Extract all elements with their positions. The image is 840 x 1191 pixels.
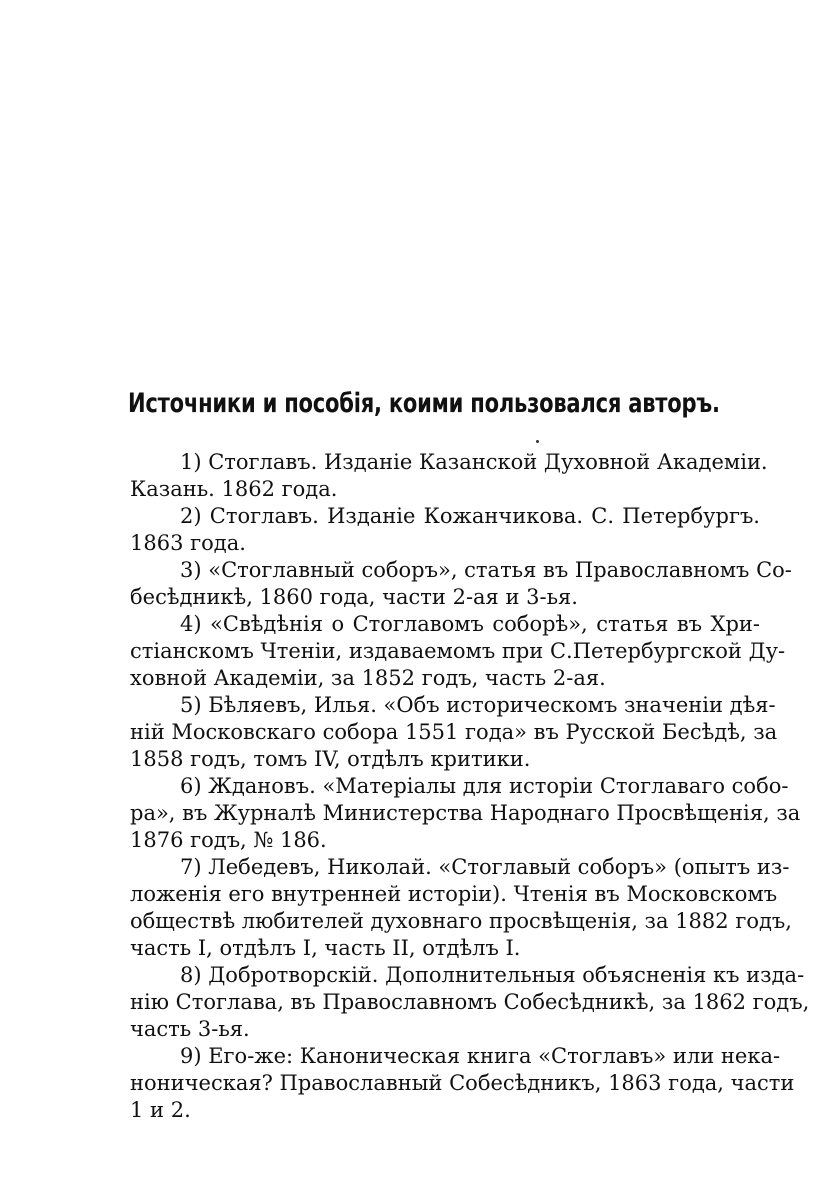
entry-line: часть I, отдѣлъ I, часть II, отдѣлъ I.	[130, 936, 521, 960]
ink-speck	[536, 440, 539, 443]
entry-line: обществѣ любителей духовнаго просвѣщенія, за 1882 годъ,	[130, 909, 792, 933]
entry-line: 1863 года.	[130, 531, 246, 555]
entry-line: ховной Академіи, за 1852 годъ, часть 2-ая.	[130, 666, 606, 690]
page-title: Источники и пособія, коими пользовался авторъ.	[128, 388, 720, 419]
entry-line: бесѣдникѣ, 1860 года, части 2-ая и 3-ья.	[130, 585, 578, 609]
list-item	[130, 1043, 795, 1124]
list-item	[130, 611, 786, 692]
entry-line: ложенія его внутренней исторіи). Чтенія въ Московскомъ	[130, 882, 778, 906]
list-item	[130, 449, 768, 503]
entry-line: 1 и 2.	[130, 1098, 191, 1122]
source-list	[130, 449, 810, 1124]
entry-line: 5) Бѣляевъ, Илья. «Объ историческомъ значеніи дѣя-	[180, 693, 776, 717]
entry-line: ній Московскаго собора 1551 года» въ Русской Бесѣдѣ, за	[130, 720, 778, 744]
entry-line: 8) Добротворскій. Дополнительныя объясненія къ изда-	[180, 963, 805, 987]
list-item	[130, 854, 792, 962]
entry-line: 1) Стоглавъ. Изданіе Казанской Духовной Академіи.	[180, 450, 768, 474]
entry-line: 1858 годъ, томъ IV, отдѣлъ критики.	[130, 747, 531, 771]
entry-line: ноническая? Православный Собесѣдникъ, 1863 года, части	[130, 1071, 795, 1095]
entry-line: 2) Стоглавъ. Изданіе Кожанчикова. С. Петербургъ.	[180, 504, 760, 528]
entry-line: нію Стоглава, въ Православномъ Собесѣдникѣ, за 1862 годъ,	[130, 990, 810, 1014]
entry-line: 9) Его-же: Каноническая книга «Стоглавъ» или нека-	[180, 1044, 781, 1068]
list-item	[130, 557, 792, 611]
entry-line: 3) «Стоглавный соборъ», статья въ Православномъ Со-	[180, 558, 792, 582]
list-item	[130, 773, 801, 854]
entry-line: ра», въ Журналѣ Министерства Народнаго Просвѣщенія, за	[130, 801, 801, 825]
entry-line: стіанскомъ Чтеніи, издаваемомъ при С.Петербургской Ду-	[130, 639, 786, 663]
entry-line: 7) Лебедевъ, Николай. «Стоглавый соборъ» (опытъ из-	[180, 855, 790, 879]
entry-line: 6) Ждановъ. «Матеріалы для исторіи Стоглаваго собо-	[180, 774, 789, 798]
entry-line: 4) «Свѣдѣнія о Стоглавомъ соборѣ», статья въ Хри-	[180, 612, 760, 636]
entry-line: 1876 годъ, № 186.	[130, 828, 327, 852]
entry-line: часть 3-ья.	[130, 1017, 250, 1041]
list-item	[130, 962, 810, 1043]
list-item	[130, 692, 778, 773]
list-item	[130, 503, 760, 557]
entry-line: Казань. 1862 года.	[130, 477, 338, 501]
